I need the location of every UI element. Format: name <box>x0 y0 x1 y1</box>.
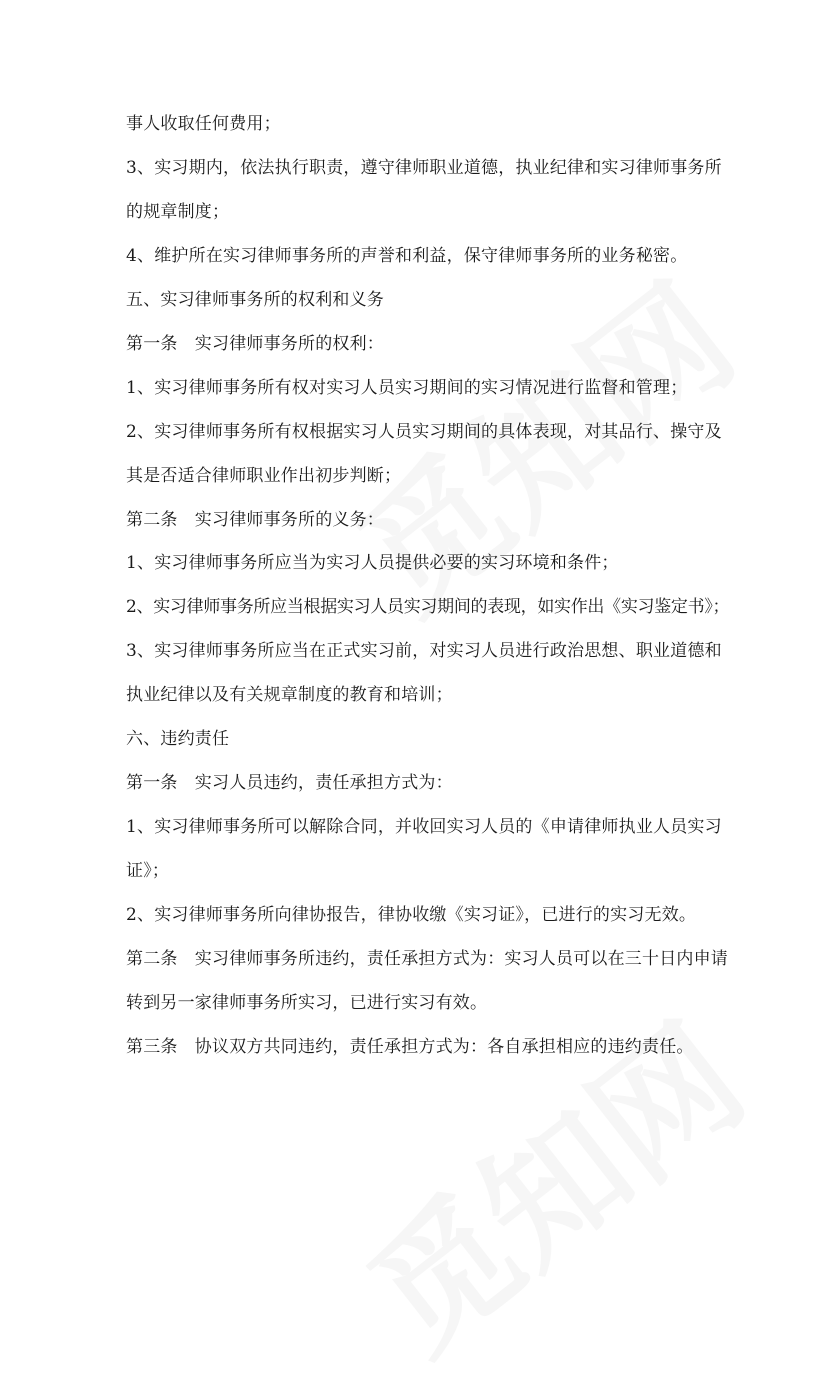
text-line: 3、实习律师事务所应当在正式实习前，对实习人员进行政治思想、职业道德和 <box>126 641 722 661</box>
text-line: 的规章制度； <box>126 202 230 222</box>
text-line: 1、实习律师事务所应当为实习人员提供必要的实习环境和条件； <box>126 553 619 573</box>
text-line: 2、实习律师事务所有权根据实习人员实习期间的具体表现，对其品行、操守及 <box>126 422 722 442</box>
text-line: 1、实习律师事务所可以解除合同，并收回实习人员的《申请律师执业人员实习 <box>126 817 722 837</box>
text-line: 2、实习律师事务所应当根据实习人员实习期间的表现，如实作出《实习鉴定书》； <box>126 597 730 617</box>
text-line: 执业纪律以及有关规章制度的教育和培训； <box>126 685 453 705</box>
text-line: 其是否适合律师职业作出初步判断； <box>126 466 402 486</box>
article-heading: 第一条 实习人员违约，责任承担方式为： <box>126 773 453 793</box>
section-heading: 五、实习律师事务所的权利和义务 <box>126 290 384 310</box>
article-heading: 第三条 协议双方共同违约，责任承担方式为：各自承担相应的违约责任。 <box>126 1037 694 1057</box>
text-line: 2、实习律师事务所向律协报告，律协收缴《实习证》，已进行的实习无效。 <box>126 905 697 925</box>
text-line: 1、实习律师事务所有权对实习人员实习期间的实习情况进行监督和管理； <box>126 378 688 398</box>
text-line: 证》； <box>126 861 170 881</box>
text-line: 事人收取任何费用； <box>126 114 281 134</box>
article-heading: 第一条 实习律师事务所的权利： <box>126 334 384 354</box>
article-heading: 第二条 实习律师事务所违约，责任承担方式为：实习人员可以在三十日内申请 <box>126 949 728 969</box>
watermark-bottom <box>323 972 778 1389</box>
text-line: 4、维护所在实习律师事务所的声誉和利益，保守律师事务所的业务秘密。 <box>126 246 688 266</box>
article-heading: 第二条 实习律师事务所的义务： <box>126 510 384 530</box>
text-line: 转到另一家律师事务所实习，已进行实习有效。 <box>126 993 488 1013</box>
text-line: 3、实习期内，依法执行职责，遵守律师职业道德，执业纪律和实习律师事务所 <box>126 158 722 178</box>
section-heading: 六、违约责任 <box>126 729 230 749</box>
